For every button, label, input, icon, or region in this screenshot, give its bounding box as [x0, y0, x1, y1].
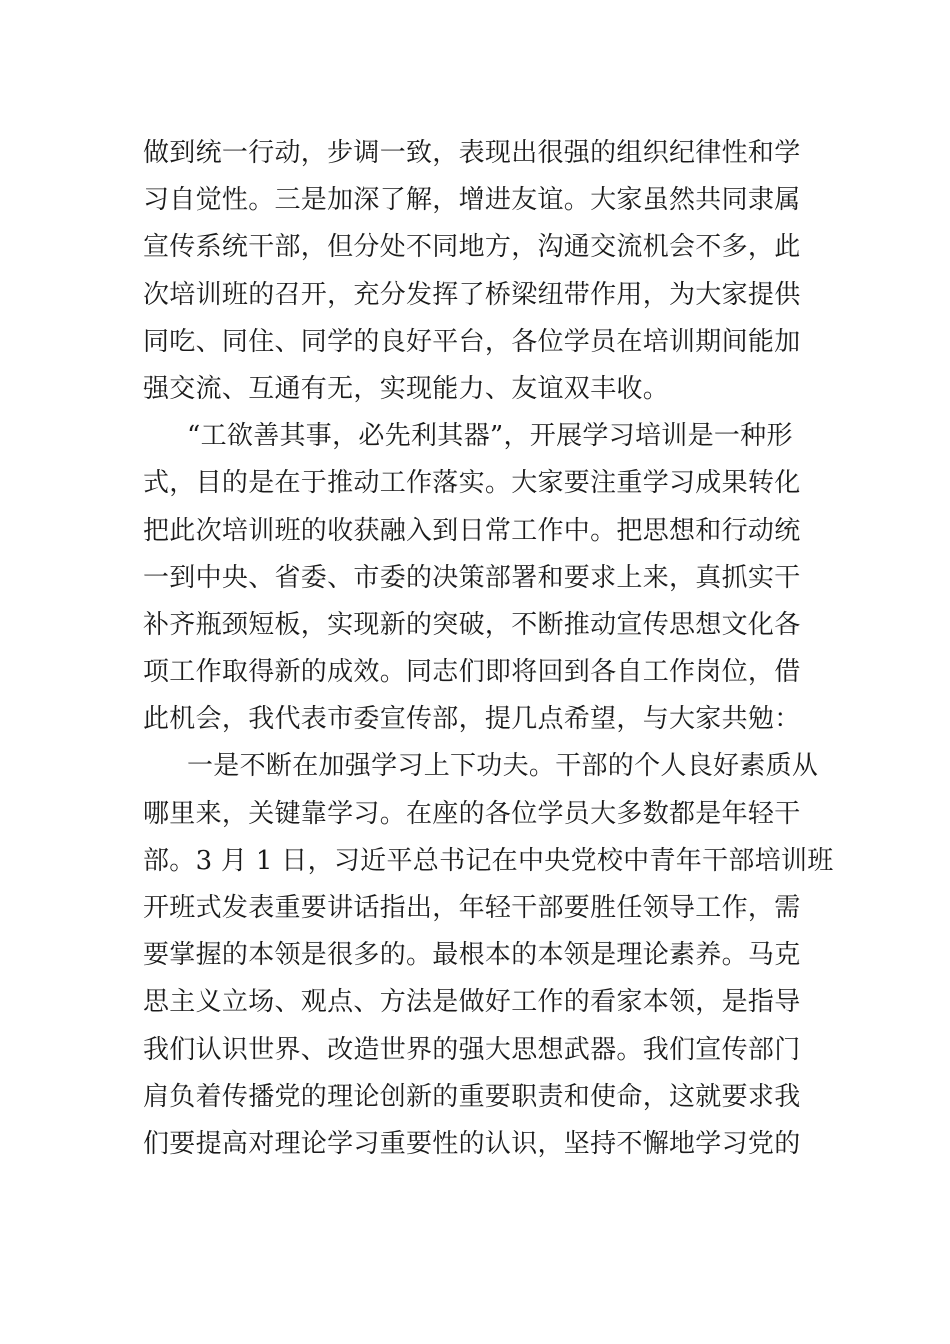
- text-line: 部。3 月 1 日，习近平总书记在中央党校中青年干部培训班: [143, 845, 834, 876]
- text-line: 次培训班的召开，充分发挥了桥梁纽带作用，为大家提供: [143, 279, 801, 310]
- text-line: 肩负着传播党的理论创新的重要职责和使命，这就要求我: [143, 1081, 801, 1112]
- text-line: 思主义立场、观点、方法是做好工作的看家本领，是指导: [143, 987, 801, 1018]
- paragraph-start-line: “工欲善其事，必先利其器”，开展学习培训是一种形: [187, 421, 793, 452]
- text-line: 强交流、互通有无，实现能力、友谊双丰收。: [143, 373, 670, 404]
- text-line: 习自觉性。三是加深了解，增进友谊。大家虽然共同隶属: [143, 185, 801, 216]
- text-line: 要掌握的本领是很多的。最根本的本领是理论素养。马克: [143, 940, 801, 971]
- text-line: 项工作取得新的成效。同志们即将回到各自工作岗位，借: [143, 657, 801, 688]
- text-line: 哪里来，关键靠学习。在座的各位学员大多数都是年轻干: [143, 798, 801, 829]
- text-line: 补齐瓶颈短板，实现新的突破，不断推动宣传思想文化各: [143, 609, 801, 640]
- text-line: 我们认识世界、改造世界的强大思想武器。我们宣传部门: [143, 1034, 801, 1065]
- text-line: 式，目的是在于推动工作落实。大家要注重学习成果转化: [143, 468, 801, 499]
- text-line: 同吃、同住、同学的良好平台，各位学员在培训期间能加: [143, 326, 801, 357]
- text-line: 一到中央、省委、市委的决策部署和要求上来，真抓实干: [143, 562, 801, 593]
- text-line: 宣传系统干部，但分处不同地方，沟通交流机会不多，此: [143, 232, 801, 263]
- text-line: 做到统一行动，步调一致，表现出很强的组织纪律性和学: [143, 138, 801, 168]
- text-line: 把此次培训班的收获融入到日常工作中。把思想和行动统: [143, 515, 801, 546]
- body-text: [143, 130, 834, 1168]
- text-line: 们要提高对理论学习重要性的认识，坚持不懈地学习党的: [143, 1128, 801, 1159]
- paragraph-start-line: 一是不断在加强学习上下功夫。干部的个人良好素质从: [187, 751, 819, 782]
- text-line: 开班式发表重要讲话指出，年轻干部要胜任领导工作，需: [143, 893, 801, 923]
- text-line: 此机会，我代表市委宣传部，提几点希望，与大家共勉：: [143, 704, 801, 735]
